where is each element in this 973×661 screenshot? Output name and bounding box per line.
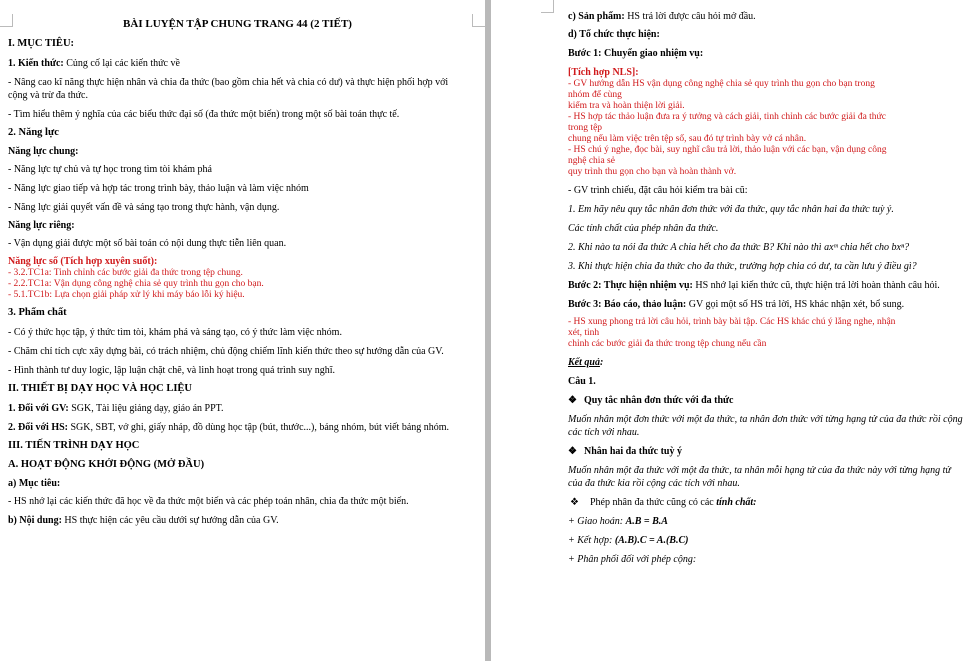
question-2: 2. Khi nào ta nói đa thức A chia hết cho đa thức B? Khi nào thì axᵐ chia hết cho bxⁿ?	[568, 242, 910, 253]
general-competence-2: - Năng lực giao tiếp và hợp tác trong trình bày, thảo luận và làm việc nhóm	[8, 183, 309, 194]
report-line-c: chỉnh các bước giải đa thức trong tệp chung nếu cần	[568, 339, 767, 349]
general-competence-heading: Năng lực chung:	[8, 146, 79, 157]
student-materials: 2. Đối với HS: SGK, SBT, vở ghi, giấy nháp, đồ dùng học tập (bút, thước...), bảng nhóm, bút viết bảng nhóm.	[8, 422, 450, 433]
properties-intro: ❖ Phép nhân đa thức cũng có các tính chất:	[570, 497, 757, 508]
property-distributive: + Phân phối đối với phép cộng:	[568, 554, 697, 565]
specific-competence-heading: Năng lực riêng:	[8, 220, 75, 231]
rule-1-text: Muốn nhân một đơn thức với một đa thức, ta nhân đơn thức với từng hạng tử của đa thức rồi cộng các tích với nhau.	[568, 414, 963, 438]
nls-line-2b: trong tệp	[568, 123, 603, 133]
activity-heading: A. HOẠT ĐỘNG KHỞI ĐỘNG (MỞ ĐẦU)	[8, 459, 205, 470]
nls-line-3b: nghệ chia sẻ	[568, 156, 615, 166]
question-3: 3. Khi thực hiện chia đa thức cho đa thức, trường hợp chia có dư, ta cần lưu ý điều gì?	[568, 261, 917, 272]
section-competence: 2. Năng lực	[8, 127, 59, 138]
nls-tag: [Tích hợp NLS]:	[568, 67, 639, 78]
nls-line-1b: nhóm để cùng	[568, 90, 622, 100]
rule-2-heading: ❖ Nhân hai đa thức tuỳ ý	[568, 446, 682, 457]
organization-heading: d) Tổ chức thực hiện:	[568, 29, 660, 40]
report-line-a: - HS xung phong trả lời câu hỏi, trình bày bài tập. Các HS khác chú ý lắng nghe, nhận	[568, 317, 896, 327]
specific-competence-1: - Vận dụng giải được một số bài toán có nội dung thực tiễn liên quan.	[8, 238, 287, 249]
activity-objective-text: - HS nhớ lại các kiến thức đã học về đa thức một biến và các phép toán nhân, chia đa thức một biến.	[8, 496, 409, 507]
nls-line-2c: chung nếu làm việc trên tệp số, sau đó tự trình bày vở cá nhân.	[568, 134, 807, 144]
section-process: III. TIẾN TRÌNH DẠY HỌC	[8, 440, 140, 451]
question-1b: Các tính chất của phép nhân đa thức.	[568, 223, 719, 234]
step-3: Bước 3: Báo cáo, thảo luận: GV gọi một số HS trả lời, HS khác nhận xét, bổ sung.	[568, 299, 905, 310]
report-red-block	[568, 317, 965, 350]
section-equipment: II. THIẾT BỊ DẠY HỌC VÀ HỌC LIỆU	[8, 383, 192, 394]
digital-competence-2: - 2.2.TC1a: Vận dụng công nghệ chia sẻ quy trình thu gọn cho bạn.	[8, 279, 264, 289]
general-competence-1: - Năng lực tự chủ và tự học trong tìm tòi khám phá	[8, 164, 212, 175]
quality-3: - Hình thành tư duy logic, lập luận chặt chẽ, và linh hoạt trong quá trình suy nghĩ.	[8, 365, 336, 376]
step-1-heading: Bước 1: Chuyển giao nhiệm vụ:	[568, 48, 704, 59]
teacher-present: - GV trình chiếu, đặt câu hỏi kiểm tra bài cũ:	[568, 185, 748, 196]
crop-mark-top-left	[0, 14, 13, 27]
property-associative: + Kết hợp: (A.B).C = A.(B.C)	[568, 535, 689, 546]
product-line: c) Sản phẩm: HS trả lời được câu hỏi mở đầu.	[568, 11, 756, 22]
digital-competence-3: - 5.1.TC1b: Lựa chọn giải pháp xử lý khi máy báo lỗi ký hiệu.	[8, 290, 245, 300]
nls-integration-block	[568, 67, 965, 178]
nls-line-1a: - GV hướng dẫn HS vận dụng công nghệ chia sẻ quy trình thu gọn cho bạn trong	[568, 79, 875, 89]
question-1: 1. Em hãy nêu quy tắc nhân đơn thức với đa thức, quy tắc nhân hai đa thức tuỳ ý.	[568, 204, 894, 215]
general-competence-3: - Năng lực giải quyết vấn đề và sáng tạo trong thực hành, vận dụng.	[8, 202, 280, 213]
property-commutative: + Giao hoán: A.B = B.A	[568, 516, 668, 527]
step-2: Bước 2: Thực hiện nhiệm vụ: HS nhớ lại kiến thức cũ, thực hiện trả lời hoàn thành câu hỏi.	[568, 280, 940, 291]
section-objectives: I. MỤC TIÊU:	[8, 38, 75, 49]
lesson-title: BÀI LUYỆN TẬP CHUNG TRANG 44 (2 TIẾT)	[123, 18, 352, 30]
crop-mark-top-right	[472, 14, 485, 27]
report-line-b: xét, tinh	[568, 328, 600, 338]
nls-line-3a: - HS chú ý nghe, đọc bài, suy nghĩ câu trả lời, thảo luận với các bạn, vận dụng công	[568, 145, 887, 155]
nls-line-1c: kiểm tra và hoàn thiện lời giải.	[568, 101, 685, 111]
document-page-right	[491, 0, 973, 661]
rule-2-text: Muốn nhân một đa thức với một đa thức, ta nhân mỗi hạng tử của đa thức này với từng hạng tử của đa thức kia rồi cộng các tích với nhau.	[568, 465, 951, 489]
digital-competence-1: - 3.2.TC1a: Tinh chỉnh các bước giải đa thức trong tệp chung.	[8, 268, 243, 278]
nls-line-2a: - HS hợp tác thảo luận đưa ra ý tưởng và cách giải, tinh chỉnh các bước giải đa thức	[568, 112, 886, 122]
nls-line-3c: quy trình thu gọn cho bạn và hoàn thành vở.	[568, 167, 737, 177]
knowledge-bullet-2: - Tìm hiểu thêm ý nghĩa của các biểu thức đại số (đa thức một biến) trong một số bài toán thực tế.	[8, 109, 400, 120]
knowledge-paragraph: 1. Kiến thức: Củng cố lại các kiến thức về	[8, 58, 180, 69]
crop-mark-top-left	[541, 0, 554, 13]
knowledge-bullet-1: - Nâng cao kĩ năng thực hiện nhân và chia đa thức (bao gồm chia hết và chia có dư) và thực hiện phối hợp với cộng và trừ đa thức.	[8, 77, 449, 101]
quality-2: - Chăm chỉ tích cực xây dựng bài, có trách nhiệm, chủ động chiếm lĩnh kiến thức theo sự hướng dẫn của GV.	[8, 346, 444, 357]
question-1-label: Câu 1.	[568, 376, 596, 387]
diamond-bullet-icon: ❖	[570, 497, 579, 508]
digital-competence-block	[8, 256, 467, 301]
result-heading: Kết quả:	[568, 357, 604, 368]
diamond-bullet-icon: ❖	[568, 395, 577, 406]
teacher-materials: 1. Đối với GV: SGK, Tài liệu giảng dạy, giáo án PPT.	[8, 403, 224, 414]
quality-1: - Có ý thức học tập, ý thức tìm tòi, khám phá và sáng tạo, có ý thức làm việc nhóm.	[8, 327, 342, 338]
activity-content: b) Nội dung: HS thực hiện các yêu cầu dưới sự hướng dẫn của GV.	[8, 515, 279, 526]
digital-competence-heading: Năng lực số (Tích hợp xuyên suốt):	[8, 256, 158, 267]
activity-objective-heading: a) Mục tiêu:	[8, 478, 61, 489]
section-qualities: 3. Phẩm chất	[8, 307, 67, 318]
diamond-bullet-icon: ❖	[568, 446, 577, 457]
rule-1-heading: ❖ Quy tắc nhân đơn thức với đa thức	[568, 395, 734, 406]
document-page-left	[0, 0, 485, 661]
